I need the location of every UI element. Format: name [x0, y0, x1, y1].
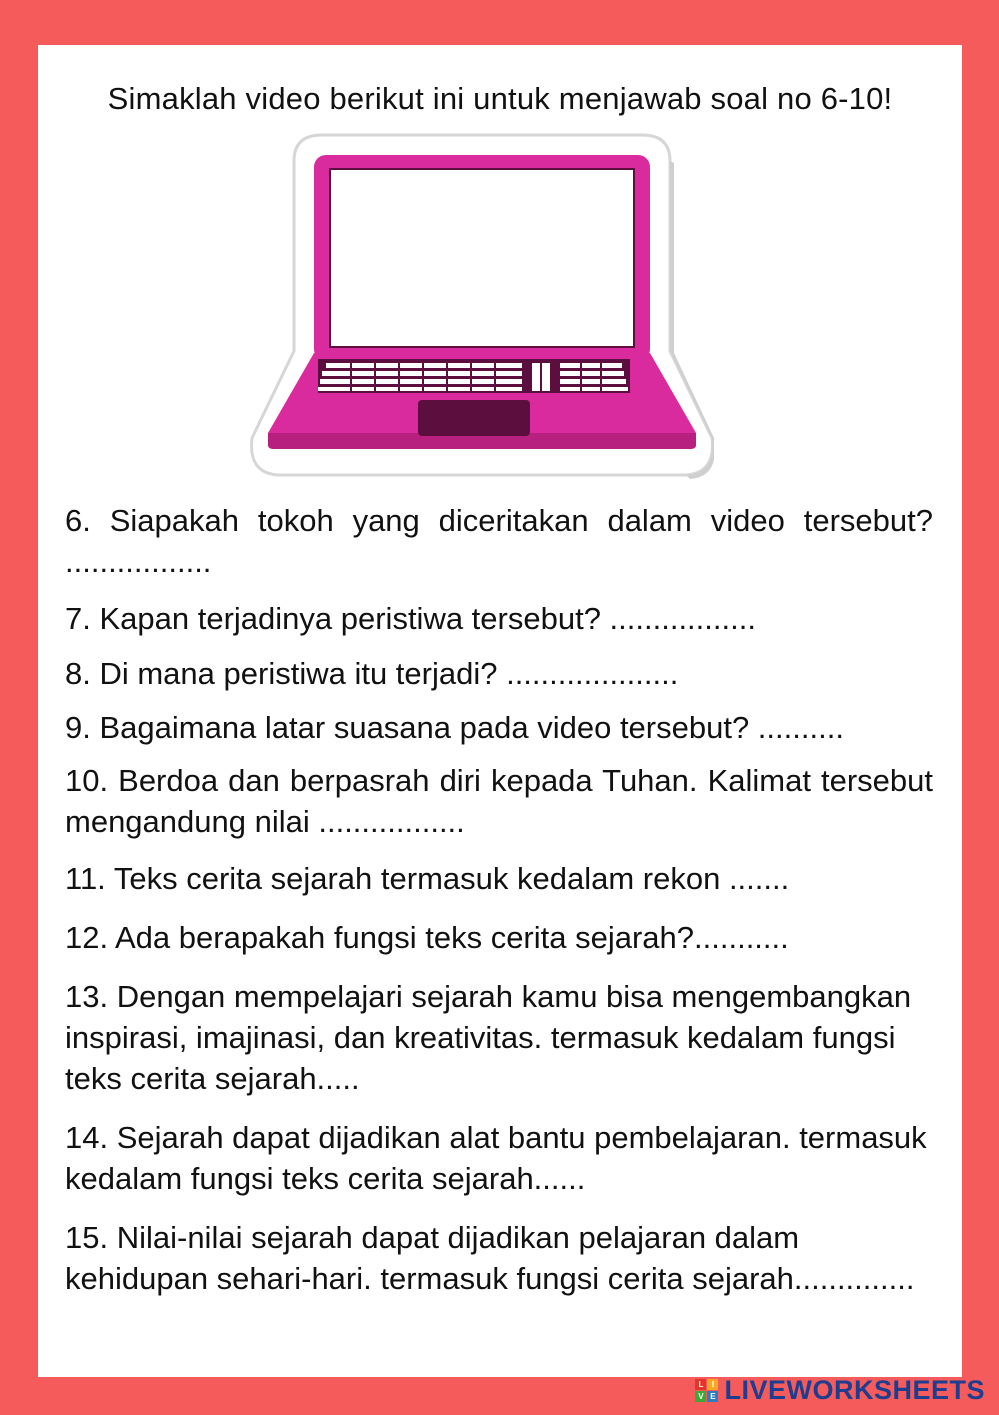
question-13: 13. Dengan mempelajari sejarah kamu bisa mengembangkan inspirasi, imajinasi, dan kreativitas. termasuk kedalam fungsi teks cerita sejarah..... [65, 979, 912, 1096]
question-14: 14. Sejarah dapat dijadikan alat bantu pembelajaran. termasuk kedalam fungsi teks cerita sejarah...... [65, 1120, 927, 1196]
logo-letter-l: L [695, 1379, 706, 1390]
laptop-icon[interactable] [250, 133, 714, 483]
logo-letter-i: I [707, 1379, 718, 1390]
question-9: 9. Bagaimana latar suasana pada video tersebut? .......... [65, 710, 844, 745]
question-15: 15. Nilai-nilai sejarah dapat dijadikan pelajaran dalam kehidupan sehari-hari. termasuk fungsi cerita sejarah.............. [65, 1220, 915, 1296]
instruction-text: Simaklah video berikut ini untuk menjawab soal no 6-10! [107, 81, 893, 116]
logo-letter-v: V [695, 1391, 706, 1402]
question-10: 10. Berdoa dan berpasrah diri kepada Tuhan. Kalimat tersebut mengandung nilai ................. [65, 763, 933, 839]
question-12: 12. Ada berapakah fungsi teks cerita sejarah?........... [65, 920, 789, 955]
logo-mark [695, 1379, 718, 1402]
liveworksheets-logo[interactable] [695, 1375, 985, 1405]
logo-text: LIVEWORKSHEETS [724, 1374, 985, 1405]
question-8: 8. Di mana peristiwa itu terjadi? .................... [65, 656, 679, 691]
worksheet-page [38, 45, 962, 1377]
question-6: 6. Siapakah tokoh yang diceritakan dalam video tersebut? ................. [65, 503, 933, 579]
question-11: 11. Teks cerita sejarah termasuk kedalam rekon ....... [65, 861, 790, 896]
logo-letter-e: E [707, 1391, 718, 1402]
question-list [65, 500, 933, 1299]
question-7: 7. Kapan terjadinya peristiwa tersebut? ................. [65, 601, 756, 636]
